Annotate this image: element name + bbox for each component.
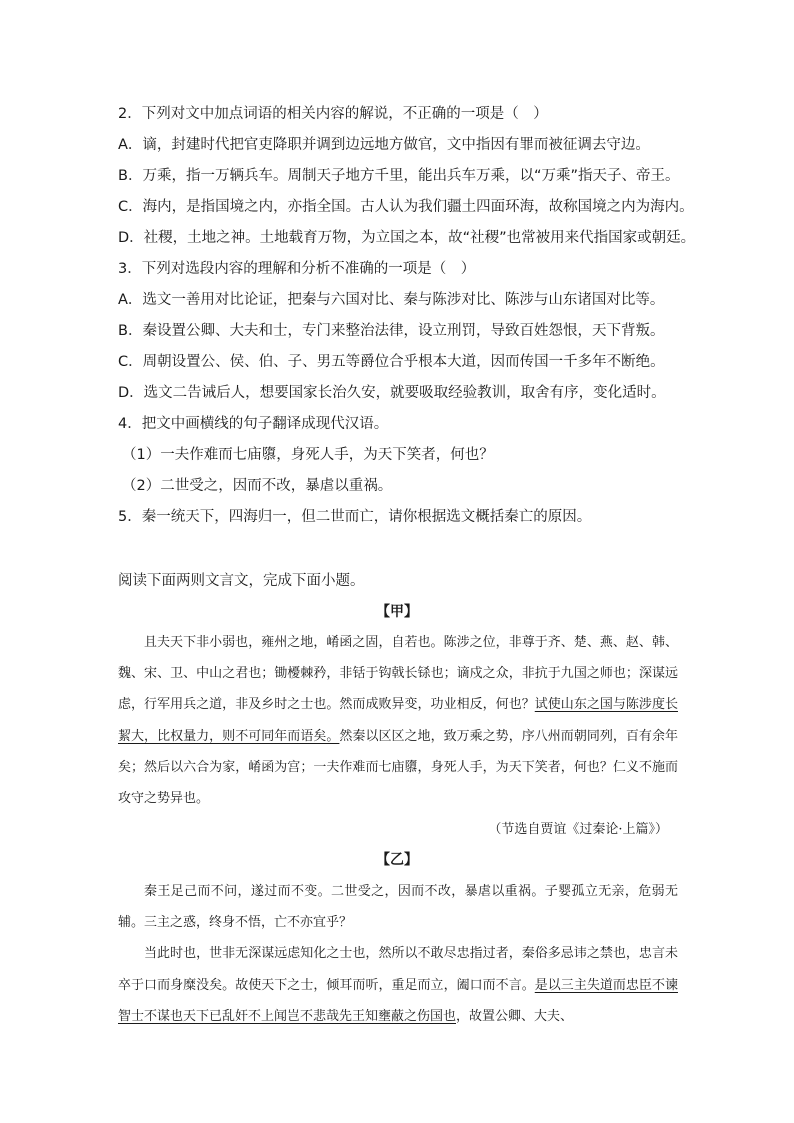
question-2-option-d: D．社稷，土地之神。土地载育万物，为立国之本，故“社稷”也常被用来代指国家或朝廷。: [118, 230, 696, 246]
passage-jia-title: 【甲】: [376, 604, 418, 620]
question-2-option-b: B．万乘，指一万辆兵车。周制天子地方千里，能出兵车万乘，以“万乘”指天子、帝王。: [118, 168, 680, 184]
passage-yi-paragraph-1: 秦王足己而不问，遂过而不变。二世受之，因而不改，暴虐以重祸。子婴孤立无亲，危弱无辅。三主之惑，终身不悟，亡不亦宜乎？: [118, 884, 678, 931]
question-2-option-a: A．谪，封建时代把官吏降职并调到边远地方做官，文中指因有罪而被征调去守边。: [118, 137, 650, 153]
question-4-stem: 4．把文中画横线的句子翻译成现代汉语。: [118, 416, 389, 432]
passage-jia-text-2: 然秦以区区之地，致万乘之势，序八州而朝同列，百有余年矣；然后以六合为家，崤函为宫；一夫作难而七庙隳，身死人手，为天下笑者，何也？仁义不施而攻守之势异也。: [118, 728, 678, 807]
underlined-sentence-yi: 是以三主失道而忠臣不谏智士不谋也天下已乱奸不上闻岂不悲哉先王知壅蔽之伤国也: [118, 977, 678, 1024]
question-5-stem: 5．秦一统天下，四海归一，但二世而亡，请你根据选文概括秦亡的原因。: [118, 509, 592, 525]
passage-yi-text-2: ，故置公卿、大夫、: [456, 1008, 574, 1024]
passage-jia-text-1: 且夫天下非小弱也，雍州之地，崤函之固，自若也。陈涉之位，非尊于齐、楚、燕、赵、韩、魏、宋、卫、中山之君也；锄櫌棘矜，非铦于钩戟长铩也；谪戍之众，非抗于九国之师也；深谋远虑，行军用兵之道，非及乡时之士也。然而成败异变，功业相反，何也？: [118, 635, 678, 713]
passage-jia-source: （节选自贾谊《过秦论·上篇》）: [488, 822, 668, 837]
question-2-option-c: C．海内，是指国境之内，亦指全国。古人认为我们疆土四面环海，故称国境之内为海内。: [118, 199, 694, 215]
passage-yi-title: 【乙】: [376, 852, 418, 868]
question-3-stem: 3．下列对选段内容的理解和分析不准确的一项是（ ）: [118, 261, 476, 277]
question-2-stem: 2．下列对文中加点词语的相关内容的解说，不正确的一项是（ ）: [118, 106, 548, 122]
passage-jia-paragraph: [118, 627, 678, 814]
question-3-option-a: A．选文一善用对比论证，把秦与六国对比、秦与陈涉对比、陈涉与山东诸国对比等。: [118, 292, 665, 308]
passage-yi: [118, 876, 678, 1032]
passage-yi-paragraph-2: [118, 938, 678, 1032]
question-3-option-b: B．秦设置公卿、大夫和士，专门来整治法律，设立刑罚，导致百姓怨恨，天下背叛。: [118, 323, 665, 339]
question-4-sentence-1: （1）一夫作难而七庙隳，身死人手，为天下笑者，何也？: [122, 447, 494, 463]
passage-yi-text-1: 当此时也，世非无深谋远虑知化之士也，然所以不敢尽忠指过者，秦俗多忌讳之禁也，忠言未卒于口而身糜没矣。故使天下之士，倾耳而听，重足而立，阖口而不言。: [118, 946, 678, 993]
question-3-option-c: C．周朝设置公、侯、伯、子、男五等爵位合乎根本大道，因而传国一千多年不断绝。: [118, 354, 665, 370]
underlined-sentence-jia: 试使山东之国与陈涉度长絜大，比权量力，则不可同年而语矣。: [118, 697, 678, 744]
question-4-sentence-2: （2）二世受之，因而不改，暴虐以重祸。: [122, 478, 393, 494]
reading-instructions: 阅读下面两则文言文，完成下面小题。: [118, 573, 365, 589]
question-3-option-d: D．选文二告诫后人，想要国家长治久安，就要吸取经验教训，取舍有序，变化适时。: [118, 385, 666, 401]
passage-jia: [118, 627, 678, 814]
